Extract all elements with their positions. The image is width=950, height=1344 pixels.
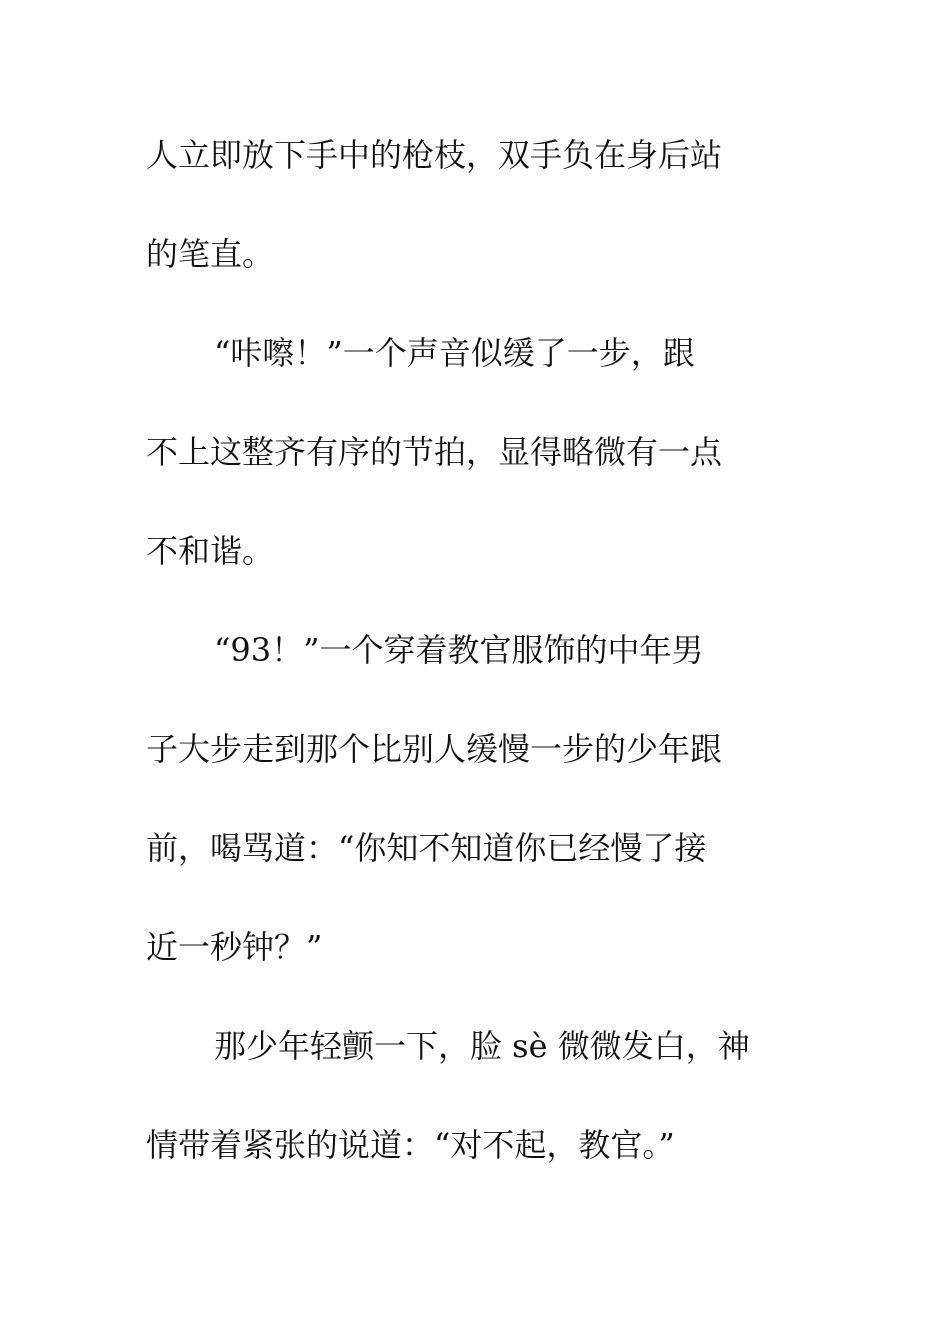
text-line: 不上这整齐有序的节拍，显得略微有一点 [146, 433, 723, 471]
text-line: 子大步走到那个比别人缓慢一步的少年跟 [146, 730, 723, 768]
paragraph-first-line: 那少年轻颤一下，脸 sè 微微发白，神 [214, 1027, 750, 1065]
text-line: 近一秒钟？” [146, 928, 323, 966]
text-line: 不和谐。 [146, 532, 275, 570]
text-line: 前，喝骂道：“你知不知道你已经慢了接 [146, 829, 707, 867]
text-line: 的笔直。 [146, 235, 275, 273]
text-line: 人立即放下手中的枪枝，双手负在身后站 [146, 136, 723, 174]
text-line: 情带着紧张的说道：“对不起，教官。” [146, 1126, 675, 1164]
body-text [146, 124, 806, 1213]
paragraph-first-line: “咔嚓！”一个声音似缓了一步，跟 [214, 334, 695, 372]
paragraph-first-line: “93！”一个穿着教官服饰的中年男 [214, 631, 704, 669]
